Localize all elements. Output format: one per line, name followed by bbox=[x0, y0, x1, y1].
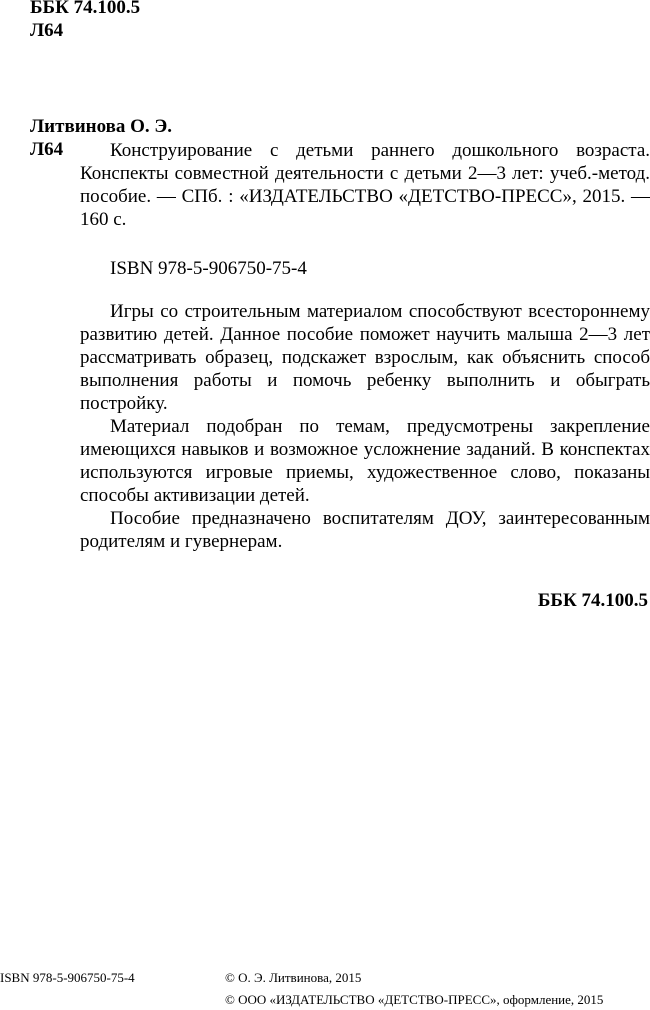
author-mark: Л64 bbox=[30, 20, 64, 41]
book-description: Конструирование с детьми раннего дошкольного возраста. Конспекты совместной деятельности с детьми 2—3 лет: учеб.-метод. пособие. — СПб. : «ИЗДАТЕЛЬСТВО «ДЕТСТВО-ПРЕСС», 2015. — 160 с. bbox=[80, 140, 650, 230]
annotation bbox=[80, 300, 650, 553]
footer-isbn: ISBN 978-5-906750-75-4 bbox=[0, 970, 135, 985]
annotation-paragraph: Игры со строительным материалом способствуют всестороннему развитию детей. Данное пособие поможет научить малыша 2—3 лет рассматривать образец, подскажет взрослым, как объяснить способ выполнения работы и помочь ребенку выполнить и обыграть постройку. bbox=[80, 301, 650, 414]
bbk-index-right: ББК 74.100.5 bbox=[537, 590, 648, 611]
author-name: Литвинова О. Э. bbox=[30, 116, 173, 137]
bbk-index: ББК 74.100.5 bbox=[30, 0, 141, 18]
annotation-paragraph: Пособие предназначено воспитателям ДОУ, заинтересованным родителям и гувернерам. bbox=[80, 508, 650, 552]
copyright-publisher: © ООО «ИЗДАТЕЛЬСТВО «ДЕТСТВО-ПРЕСС», оформление, 2015 bbox=[225, 992, 604, 1007]
annotation-paragraph: Материал подобран по темам, предусмотрены закрепление имеющихся навыков и возможное усложнение заданий. В конспектах используются игровые приемы, художественное слово, показаны способы активизации детей. bbox=[80, 416, 650, 506]
bibliographic-description bbox=[80, 139, 650, 231]
isbn: ISBN 978-5-906750-75-4 bbox=[110, 258, 307, 279]
copyright-author: © О. Э. Литвинова, 2015 bbox=[225, 970, 362, 985]
author-mark-record: Л64 bbox=[30, 139, 64, 160]
